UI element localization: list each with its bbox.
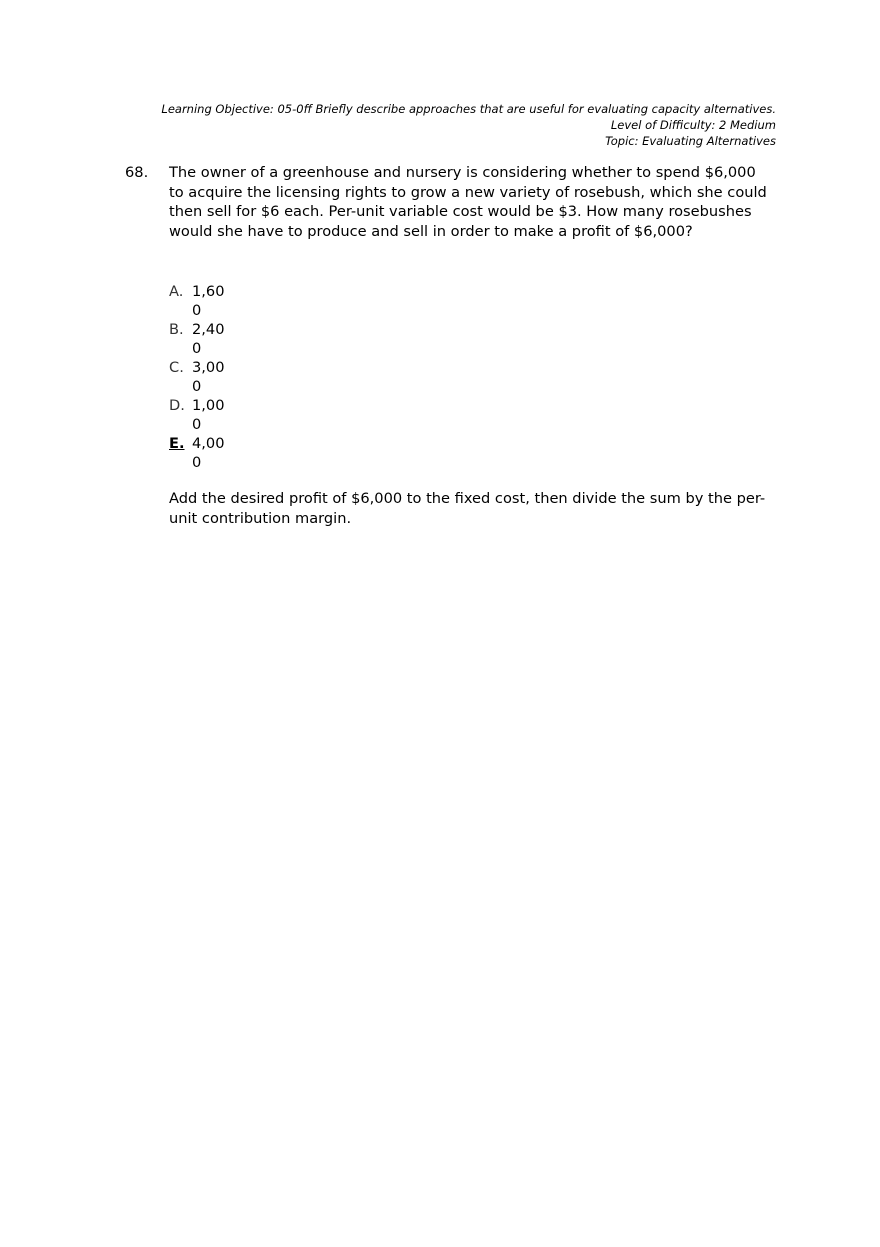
option-c bbox=[169, 358, 226, 396]
answer-explanation: Add the desired profit of $6,000 to the fixed cost, then divide the sum by the per-unit contribution margin. bbox=[169, 490, 766, 527]
option-b bbox=[169, 320, 226, 358]
option-letter-correct: E. bbox=[169, 435, 185, 452]
learning-objective: Learning Objective: 05-0ff Briefly describe approaches that are useful for evaluating capacity alternatives. bbox=[161, 102, 776, 116]
option-letter: B. bbox=[169, 321, 184, 338]
option-d bbox=[169, 396, 226, 434]
option-value: 3,000 bbox=[192, 359, 225, 395]
option-value: 2,400 bbox=[192, 321, 225, 357]
question-text: The owner of a greenhouse and nursery is considering whether to spend $6,000 to acquire the licensing rights to grow a new variety of rosebush, which she could then sell for $6 each. Per-unit variable cost would be $3. How many rosebushes would she have to produce and sell in order to make a profit of $6,000? bbox=[169, 164, 767, 240]
option-letter: D. bbox=[169, 397, 185, 414]
option-value: 1,600 bbox=[192, 283, 225, 319]
question-number: 68. bbox=[125, 164, 149, 181]
option-value: 4,000 bbox=[192, 435, 225, 471]
option-letter: C. bbox=[169, 359, 184, 376]
question-metadata bbox=[76, 101, 776, 149]
option-e-correct bbox=[169, 434, 226, 472]
option-a bbox=[169, 282, 226, 320]
question-block bbox=[125, 163, 775, 241]
topic: Topic: Evaluating Alternatives bbox=[605, 134, 776, 148]
option-value: 1,000 bbox=[192, 397, 225, 433]
difficulty-level: Level of Difficulty: 2 Medium bbox=[610, 118, 776, 132]
option-letter: A. bbox=[169, 283, 184, 300]
answer-options bbox=[169, 282, 226, 472]
